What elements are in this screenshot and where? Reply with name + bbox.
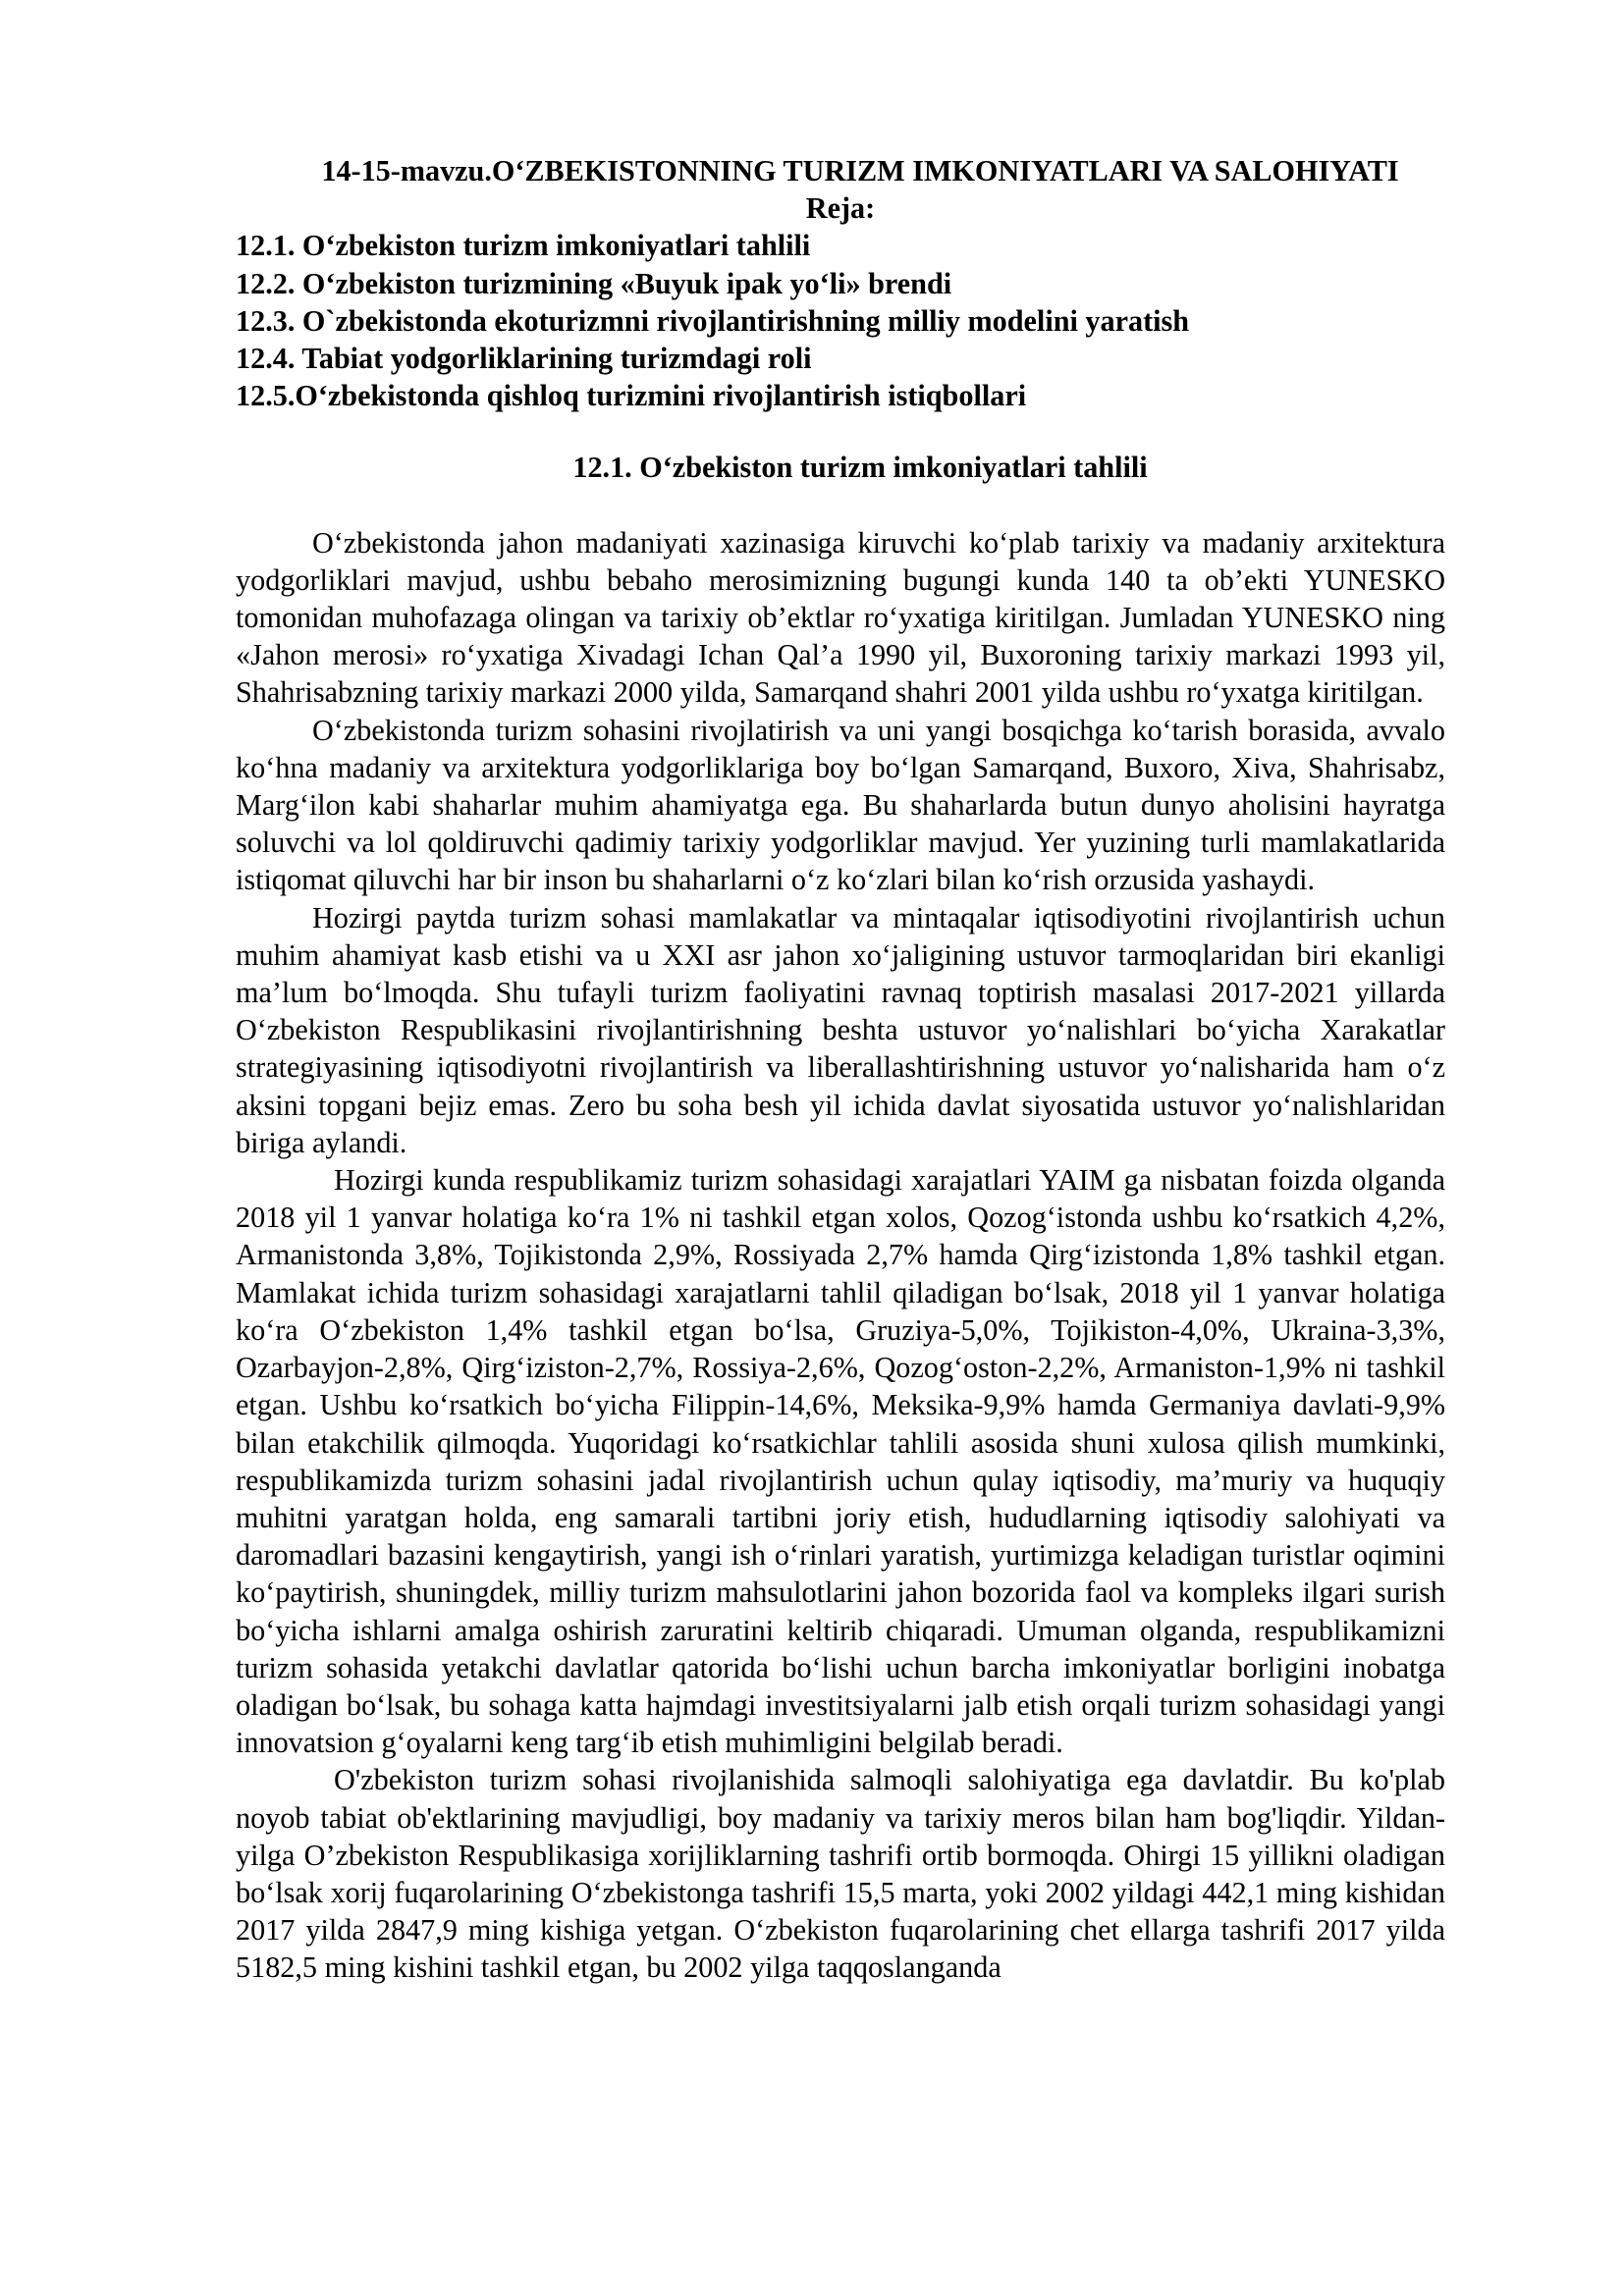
plan-item: 12.3. O`zbekistonda ekoturizmni rivojlantirishning milliy modelini yaratish <box>236 303 1190 338</box>
plan-heading: Reja: <box>805 191 876 226</box>
document-title: 14-15-mavzu.O‘ZBEKISTONNING TURIZM IMKONIYATLARI VA SALOHIYATI <box>321 154 1399 187</box>
plan-item: 12.4. Tabiat yodgorliklarining turizmdagi roli <box>236 342 812 376</box>
document-page <box>236 152 1445 1987</box>
section-heading: 12.1. O‘zbekiston turizm imkoniyatlari tahlili <box>572 451 1148 485</box>
plan-item: 12.2. O‘zbekiston turizmining «Buyuk ipak yo‘li» brendi <box>236 266 952 300</box>
body-paragraph: Hozirgi paytda turizm sohasi mamlakatlar va mintaqalar iqtisodiyotini rivojlantirish uchun muhim ahamiyat kasb etishi va u XXI asr jahon xo‘jaligining ustuvor tarmoqlaridan biri ekanligi ma’lum bo‘lmoqda. Shu tufayli turizm faoliyatini ravnaq toptirish masalasi 2017-2021 yillarda O‘zbekiston Respublikasini rivojlantirishning beshta ustuvor yo‘nalishlari bo‘yicha Xarakatlar strategiyasining iqtisodiyotni rivojlantirish va liberallashtirishning ustuvor yo‘nalisharida ham o‘z aksini topgani bejiz emas. Zero bu soha besh yil ichida davlat siyosatida ustuvor yo‘nalishlaridan biriga aylandi. <box>236 900 1445 1159</box>
body-paragraph: O'zbekiston turizm sohasi rivojlanishida salmoqli salohiyatiga ega davlatdir. Bu ko'plab noyob tabiat ob'ektlarining mavjudligi, boy madaniy va tarixiy meros bilan ham bog'liqdir. Yildan-yilga O’zbekiston Respublikasiga xorijliklarning tashrifi ortib bormoqda. Ohirgi 15 yillikni oladigan bo‘lsak xorij fuqarolarining O‘zbekistonga tashrifi 15,5 marta, yoki 2002 yildagi 442,1 ming kishidan 2017 yilda 2847,9 ming kishiga yetgan. O‘zbekiston fuqarolarining chet ellarga tashrifi 2017 yilda 5182,5 ming kishini tashkil etgan, bu 2002 yilga taqqoslanganda <box>236 1763 1445 1985</box>
plan-list <box>236 227 1445 414</box>
plan-item: 12.5.O‘zbekistonda qishloq turizmini rivojlantirish istiqbollari <box>236 379 1027 413</box>
body-paragraph: O‘zbekistonda turizm sohasini rivojlatirish va uni yangi bosqichga ko‘tarish borasida, avvalo ko‘hna madaniy va arxitektura yodgorliklariga boy bo‘lgan Samarqand, Buxoro, Xiva, Shahrisabz, Marg‘ilon kabi shaharlar muhim ahamiyatga ega. Bu shaharlarda butun dunyo aholisini hayratga soluvchi va lol qoldiruvchi qadimiy tarixiy yodgorliklar mavjud. Yer yuzining turli mamlakatlarida istiqomat qiluvchi har bir inson bu shaharlarni o‘z ko‘zlari bilan ko‘rish orzusida yashaydi. <box>236 713 1445 897</box>
body-paragraph: Hozirgi kunda respublikamiz turizm sohasidagi xarajatlari YAIM ga nisbatan foizda olganda 2018 yil 1 yanvar holatiga ko‘ra 1% ni tashkil etgan xolos, Qozog‘istonda ushbu ko‘rsatkich 4,2%, Armanistonda 3,8%, Tojikistonda 2,9%, Rossiyada 2,7% hamda Qirg‘izistonda 1,8% tashkil etgan. Mamlakat ichida turizm sohasidagi xarajatlarni tahlil qiladigan bo‘lsak, 2018 yil 1 yanvar holatiga ko‘ra O‘zbekiston 1,4% tashkil etgan bo‘lsa, Gruziya-5,0%, Tojikiston-4,0%, Ukraina-3,3%, Ozarbayjon-2,8%, Qirg‘iziston-2,7%, Rossiya-2,6%, Qozog‘oston-2,2%, Armaniston-1,9% ni tashkil etgan. Ushbu ko‘rsatkich bo‘yicha Filippin-14,6%, Meksika-9,9% hamda Germaniya davlati-9,9% bilan etakchilik qilmoqda. Yuqoridagi ko‘rsatkichlar tahlili asosida shuni xulosa qilish mumkinki, respublikamizda turizm sohasini jadal rivojlantirish uchun qulay iqtisodiy, ma’muriy va huquqiy muhitni yaratgan holda, eng samarali tartibni joriy etish, hududlarning iqtisodiy salohiyati va daromadlari bazasini kengaytirish, yangi ish o‘rinlari yaratish, yurtimizga keladigan turistlar oqimini ko‘paytirish, shuningdek, milliy turizm mahsulotlarini jahon bozorida faol va kompleks ilgari surish bo‘yicha ishlarni amalga oshirish zaruratini keltirib chiqaradi. Umuman olganda, respublikamizni turizm sohasida yetakchi davlatlar qatorida bo‘lishi uchun barcha imkoniyatlar borligini inobatga oladigan bo‘lsak, bu sohaga katta hajmdagi investitsiyalarni jalb etish orqali turizm sohasidagi yangi innovatsion g‘oyalarni keng targ‘ib etish muhimligini belgilab beradi. <box>236 1163 1445 1760</box>
body-paragraph: O‘zbekistonda jahon madaniyati xazinasiga kiruvchi ko‘plab tarixiy va madaniy arxitektura yodgorliklari mavjud, ushbu bebaho merosimizning bugungi kunda 140 ta ob’ekti YUNESKO tomonidan muhofazaga olingan va tarixiy ob’ektlar ro‘yxatiga kiritilgan. Jumladan YUNESKO ning «Jahon merosi» ro‘yxatiga Xivadagi Ichan Qal’a 1990 yil, Buxoroning tarixiy markazi 1993 yil, Shahrisabzning tarixiy markazi 2000 yilda, Samarqand shahri 2001 yilda ushbu ro‘yxatga kiritilgan. <box>236 525 1445 710</box>
plan-item: 12.1. O‘zbekiston turizm imkoniyatlari tahlili <box>236 229 811 263</box>
